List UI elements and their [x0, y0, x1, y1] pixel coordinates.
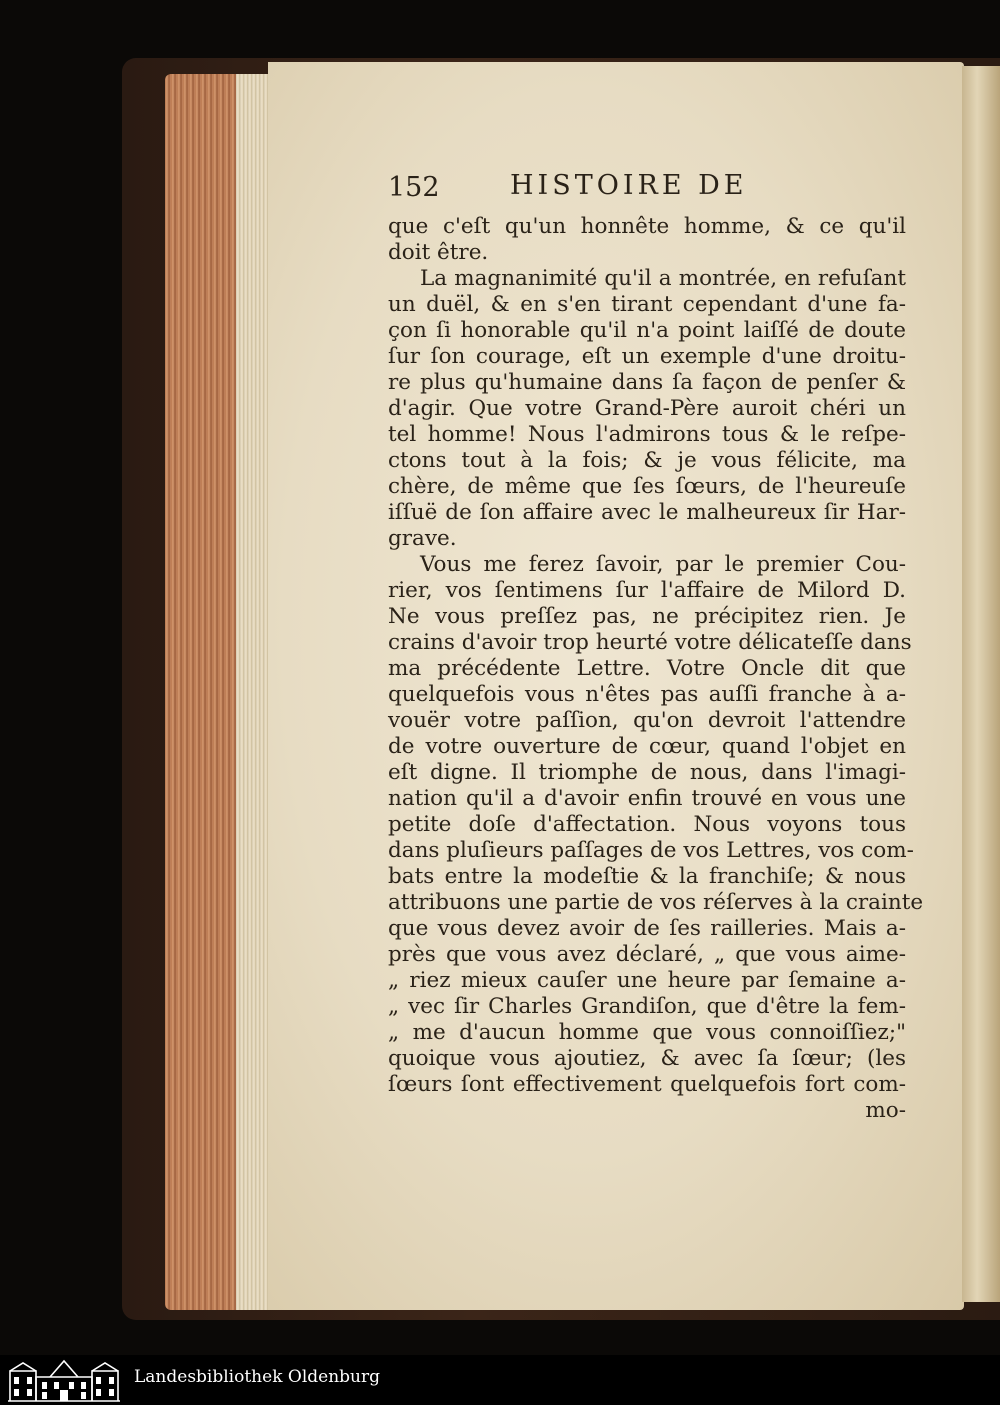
text-line: vouër votre paſſion, qu'on devroit l'attendre [388, 708, 906, 733]
text-line: doit être. [388, 240, 489, 265]
text-line: ctons tout à la fois; & je vous félicite, ma [388, 448, 906, 473]
text-line: rier, vos ſentimens ſur l'affaire de Milord D. [388, 578, 906, 603]
text-line: „ vec ſir Charles Grandiſon, que d'être la fem- [388, 994, 906, 1019]
library-name: Landesbibliothek Oldenburg [134, 1367, 381, 1387]
page-number: 152 [388, 172, 440, 203]
text-line: iſſuë de ſon affaire avec le malheureux ſir Har- [388, 500, 906, 525]
text-line: chère, de même que ſes ſœurs, de l'heureuſe [388, 474, 906, 499]
text-line: re plus qu'humaine dans ſa façon de penſer & [388, 370, 906, 395]
text-line: „ me d'aucun homme que vous connoiſſiez;" [388, 1020, 906, 1045]
page-edges [165, 74, 270, 1310]
text-line: un duël, & en s'en tirant cependant d'une fa- [388, 292, 906, 317]
text-line: Ne vous preſſez pas, ne précipitez rien. Je [388, 604, 906, 629]
text-line: près que vous avez déclaré, „ que vous aime- [388, 942, 906, 967]
text-line: „ riez mieux cauſer une heure par ſemaine a- [388, 968, 906, 993]
text-line: d'agir. Que votre Grand-Père auroit chéri un [388, 396, 906, 421]
page-text [388, 214, 924, 1124]
text-line: ſœurs ſont effectivement quelquefois fort com- [388, 1072, 906, 1097]
facing-page-edge [962, 66, 1000, 1302]
text-line: que vous devez avoir de ſes railleries. Mais a- [388, 916, 906, 941]
text-line: Vous me ferez ſavoir, par le premier Cou- [420, 552, 906, 577]
footer-bar [0, 1355, 1000, 1405]
text-line: ma précédente Lettre. Votre Oncle dit que [388, 656, 906, 681]
text-line: dans pluſieurs paſſages de vos Lettres, vos com- [388, 838, 914, 863]
text-line: bats entre la modeſtie & la franchiſe; & nous [388, 864, 906, 889]
library-building-icon [6, 1357, 122, 1403]
text-line: nation qu'il a d'avoir enfin trouvé en vous une [388, 786, 906, 811]
text-line: petite doſe d'affectation. Nous voyons tous [388, 812, 906, 837]
text-line: eſt digne. Il triomphe de nous, dans l'imagi- [388, 760, 906, 785]
text-line: que c'eſt qu'un honnête homme, & ce qu'il [388, 214, 906, 239]
text-line: de votre ouverture de cœur, quand l'objet en [388, 734, 906, 759]
text-line: mo- [865, 1098, 906, 1123]
text-line: tel homme! Nous l'admirons tous & le reſpe- [388, 422, 906, 447]
text-line: attribuons une partie de vos réſerves à la crainte [388, 890, 924, 915]
running-header [388, 170, 908, 210]
text-line: quelquefois vous n'êtes pas auſſi franche à a- [388, 682, 906, 707]
text-line: quoique vous ajoutiez, & avec ſa ſœur; (les [388, 1046, 906, 1071]
text-line: çon ſi honorable qu'il n'a point laiſſé de doute [388, 318, 906, 343]
text-line: La magnanimité qu'il a montrée, en refuſant [420, 266, 906, 291]
text-line: grave. [388, 526, 457, 551]
running-title: HISTOIRE DE [510, 170, 748, 201]
text-line: crains d'avoir trop heurté votre délicateſſe dans [388, 630, 912, 655]
text-line: ſur ſon courage, eſt un exemple d'une droitu- [388, 344, 906, 369]
